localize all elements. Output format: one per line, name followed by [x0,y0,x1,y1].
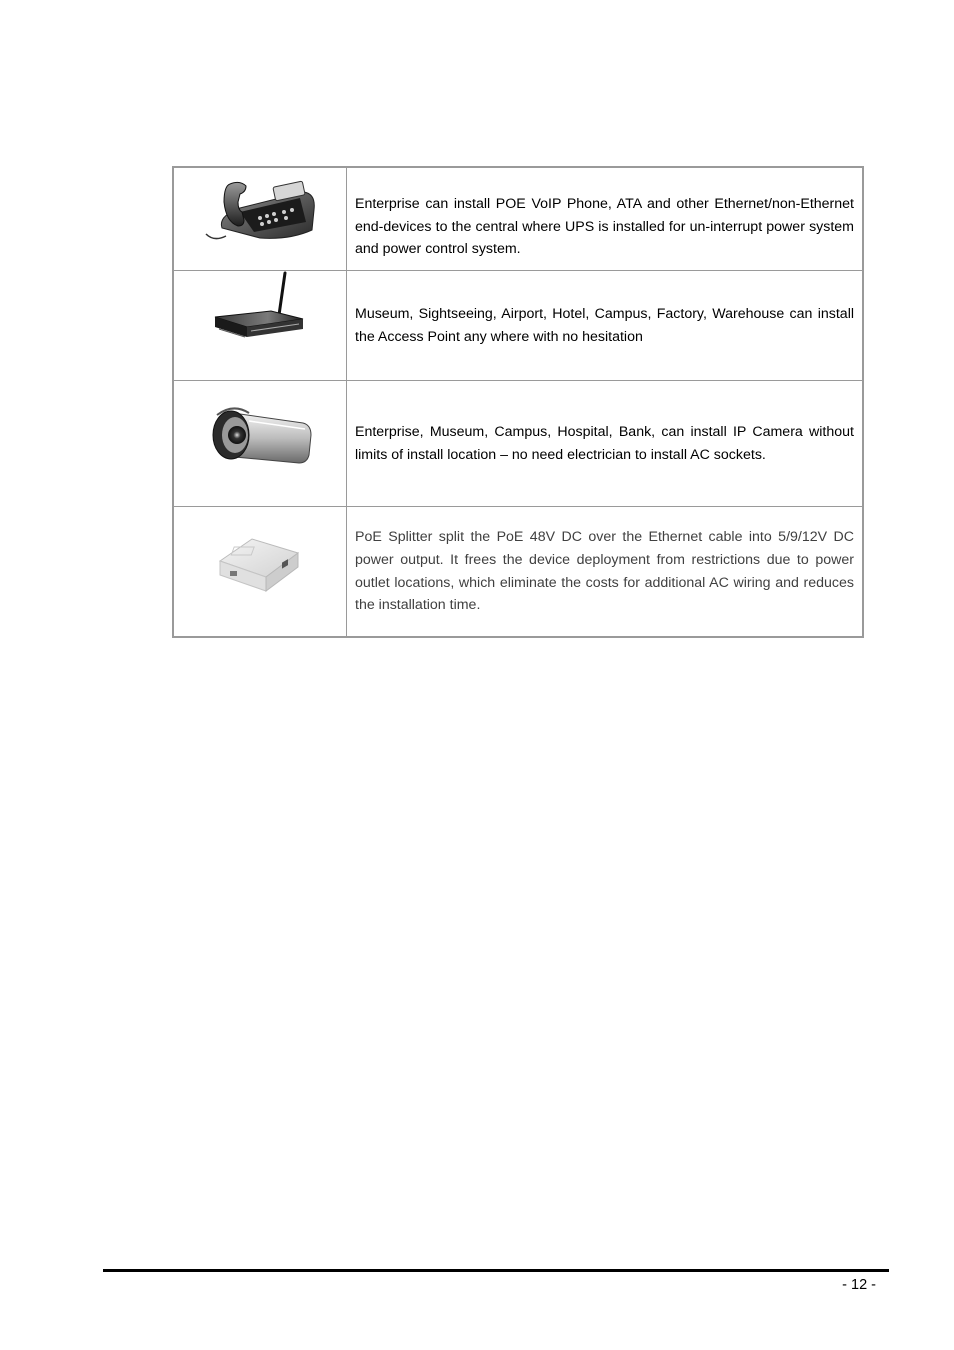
icon-cell [174,271,347,380]
description-text: Enterprise can install POE VoIP Phone, ATA and other Ethernet/non-Ethernet end-devices to the central where UPS is installed for un-interrupt power system and power control system. [355,196,854,258]
description-text: Museum, Sightseeing, Airport, Hotel, Campus, Factory, Warehouse can install the Access Point any where with no hesitation [355,305,854,345]
table-row [174,380,862,506]
application-table [172,166,864,638]
icon-cell [174,507,347,636]
ip-camera-icon [205,401,315,473]
description-text: PoE Splitter split the PoE 48V DC over the Ethernet cable into 5/9/12V DC power output. It frees the device deployment from restrictions due to power outlet locations, which eliminate the costs for additional AC wiring and reduces the installation time. [355,529,854,614]
description-cell [347,507,862,636]
icon-cell [174,381,347,506]
table-row [174,506,862,636]
table-row [174,168,862,270]
description-cell [347,381,862,506]
poe-splitter-icon [212,531,308,597]
description-cell [347,271,862,380]
table-row [174,270,862,380]
icon-cell [174,168,347,270]
description-cell [347,168,862,270]
description-text: Enterprise, Museum, Campus, Hospital, Bank, can install IP Camera without limits of install location – no need electrician to install AC sockets. [355,423,854,463]
voip-phone-icon [200,172,320,244]
access-point-icon [205,271,315,349]
page-number: - 12 - [842,1277,876,1293]
footer-divider [103,1269,889,1272]
